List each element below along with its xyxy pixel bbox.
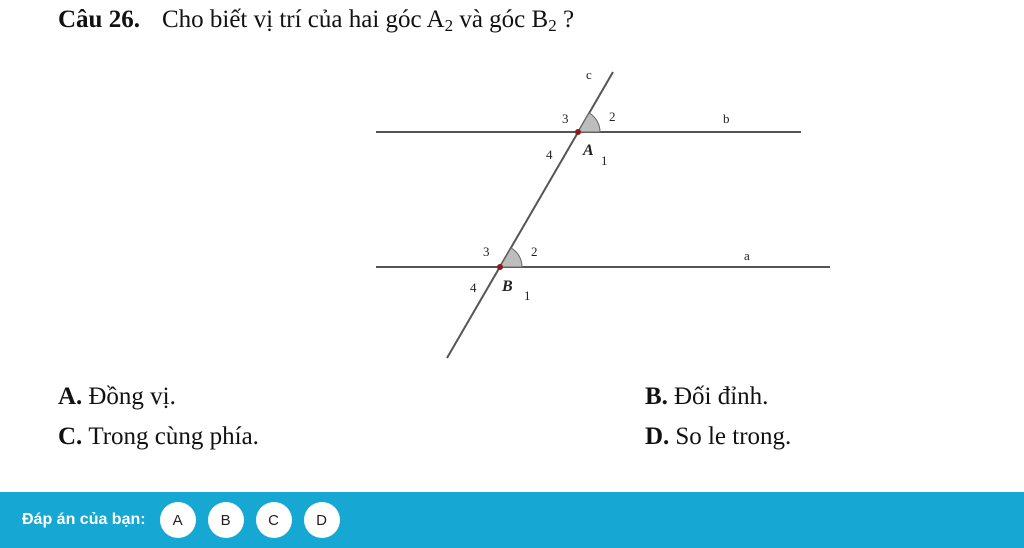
- label-A-3: 3: [562, 111, 569, 126]
- question-text-before: Cho biết vị trí của hai góc A: [161, 6, 445, 33]
- label-B-4: 4: [470, 280, 477, 295]
- answer-choice-d[interactable]: D: [304, 502, 340, 538]
- label-c: c: [586, 67, 592, 82]
- label-A-4: 4: [546, 147, 553, 162]
- answer-label: Đáp án của bạn:: [22, 511, 146, 528]
- answer-choice-a[interactable]: A: [160, 502, 196, 538]
- label-a: a: [744, 248, 750, 263]
- option-a: [58, 383, 176, 411]
- question-number: Câu 26.: [58, 6, 140, 33]
- question-sub-1: 2: [444, 16, 454, 35]
- point-B-dot: [497, 264, 503, 270]
- option-c: [58, 423, 259, 451]
- option-d: [645, 423, 791, 451]
- option-a-text: Đồng vị.: [88, 383, 176, 410]
- label-B-3: 3: [483, 244, 490, 259]
- option-d-letter: D.: [645, 423, 670, 450]
- angle-B2-arc: [500, 248, 522, 267]
- question-sub-2: 2: [548, 16, 557, 35]
- label-point-A: A: [583, 142, 594, 159]
- option-b: [645, 383, 768, 411]
- label-A-1: 1: [601, 153, 608, 168]
- option-b-letter: B.: [645, 383, 668, 410]
- label-B-2: 2: [531, 244, 538, 259]
- option-c-letter: C.: [58, 423, 83, 450]
- answer-choice-c[interactable]: C: [256, 502, 292, 538]
- label-point-B: B: [502, 278, 513, 295]
- option-c-text: Trong cùng phía.: [88, 423, 259, 450]
- answer-bar: [0, 492, 1024, 548]
- option-d-text: So le trong.: [675, 423, 792, 450]
- point-A-dot: [575, 129, 581, 135]
- option-a-letter: A.: [58, 383, 83, 410]
- angle-A2-arc: [578, 113, 600, 132]
- label-b: b: [723, 111, 730, 126]
- label-A-2: 2: [609, 109, 616, 124]
- question-text-middle: và góc B: [453, 6, 549, 33]
- question-text-after: ?: [556, 6, 575, 33]
- option-b-text: Đối đỉnh.: [673, 383, 769, 410]
- answer-choice-b[interactable]: B: [208, 502, 244, 538]
- label-B-1: 1: [524, 288, 531, 303]
